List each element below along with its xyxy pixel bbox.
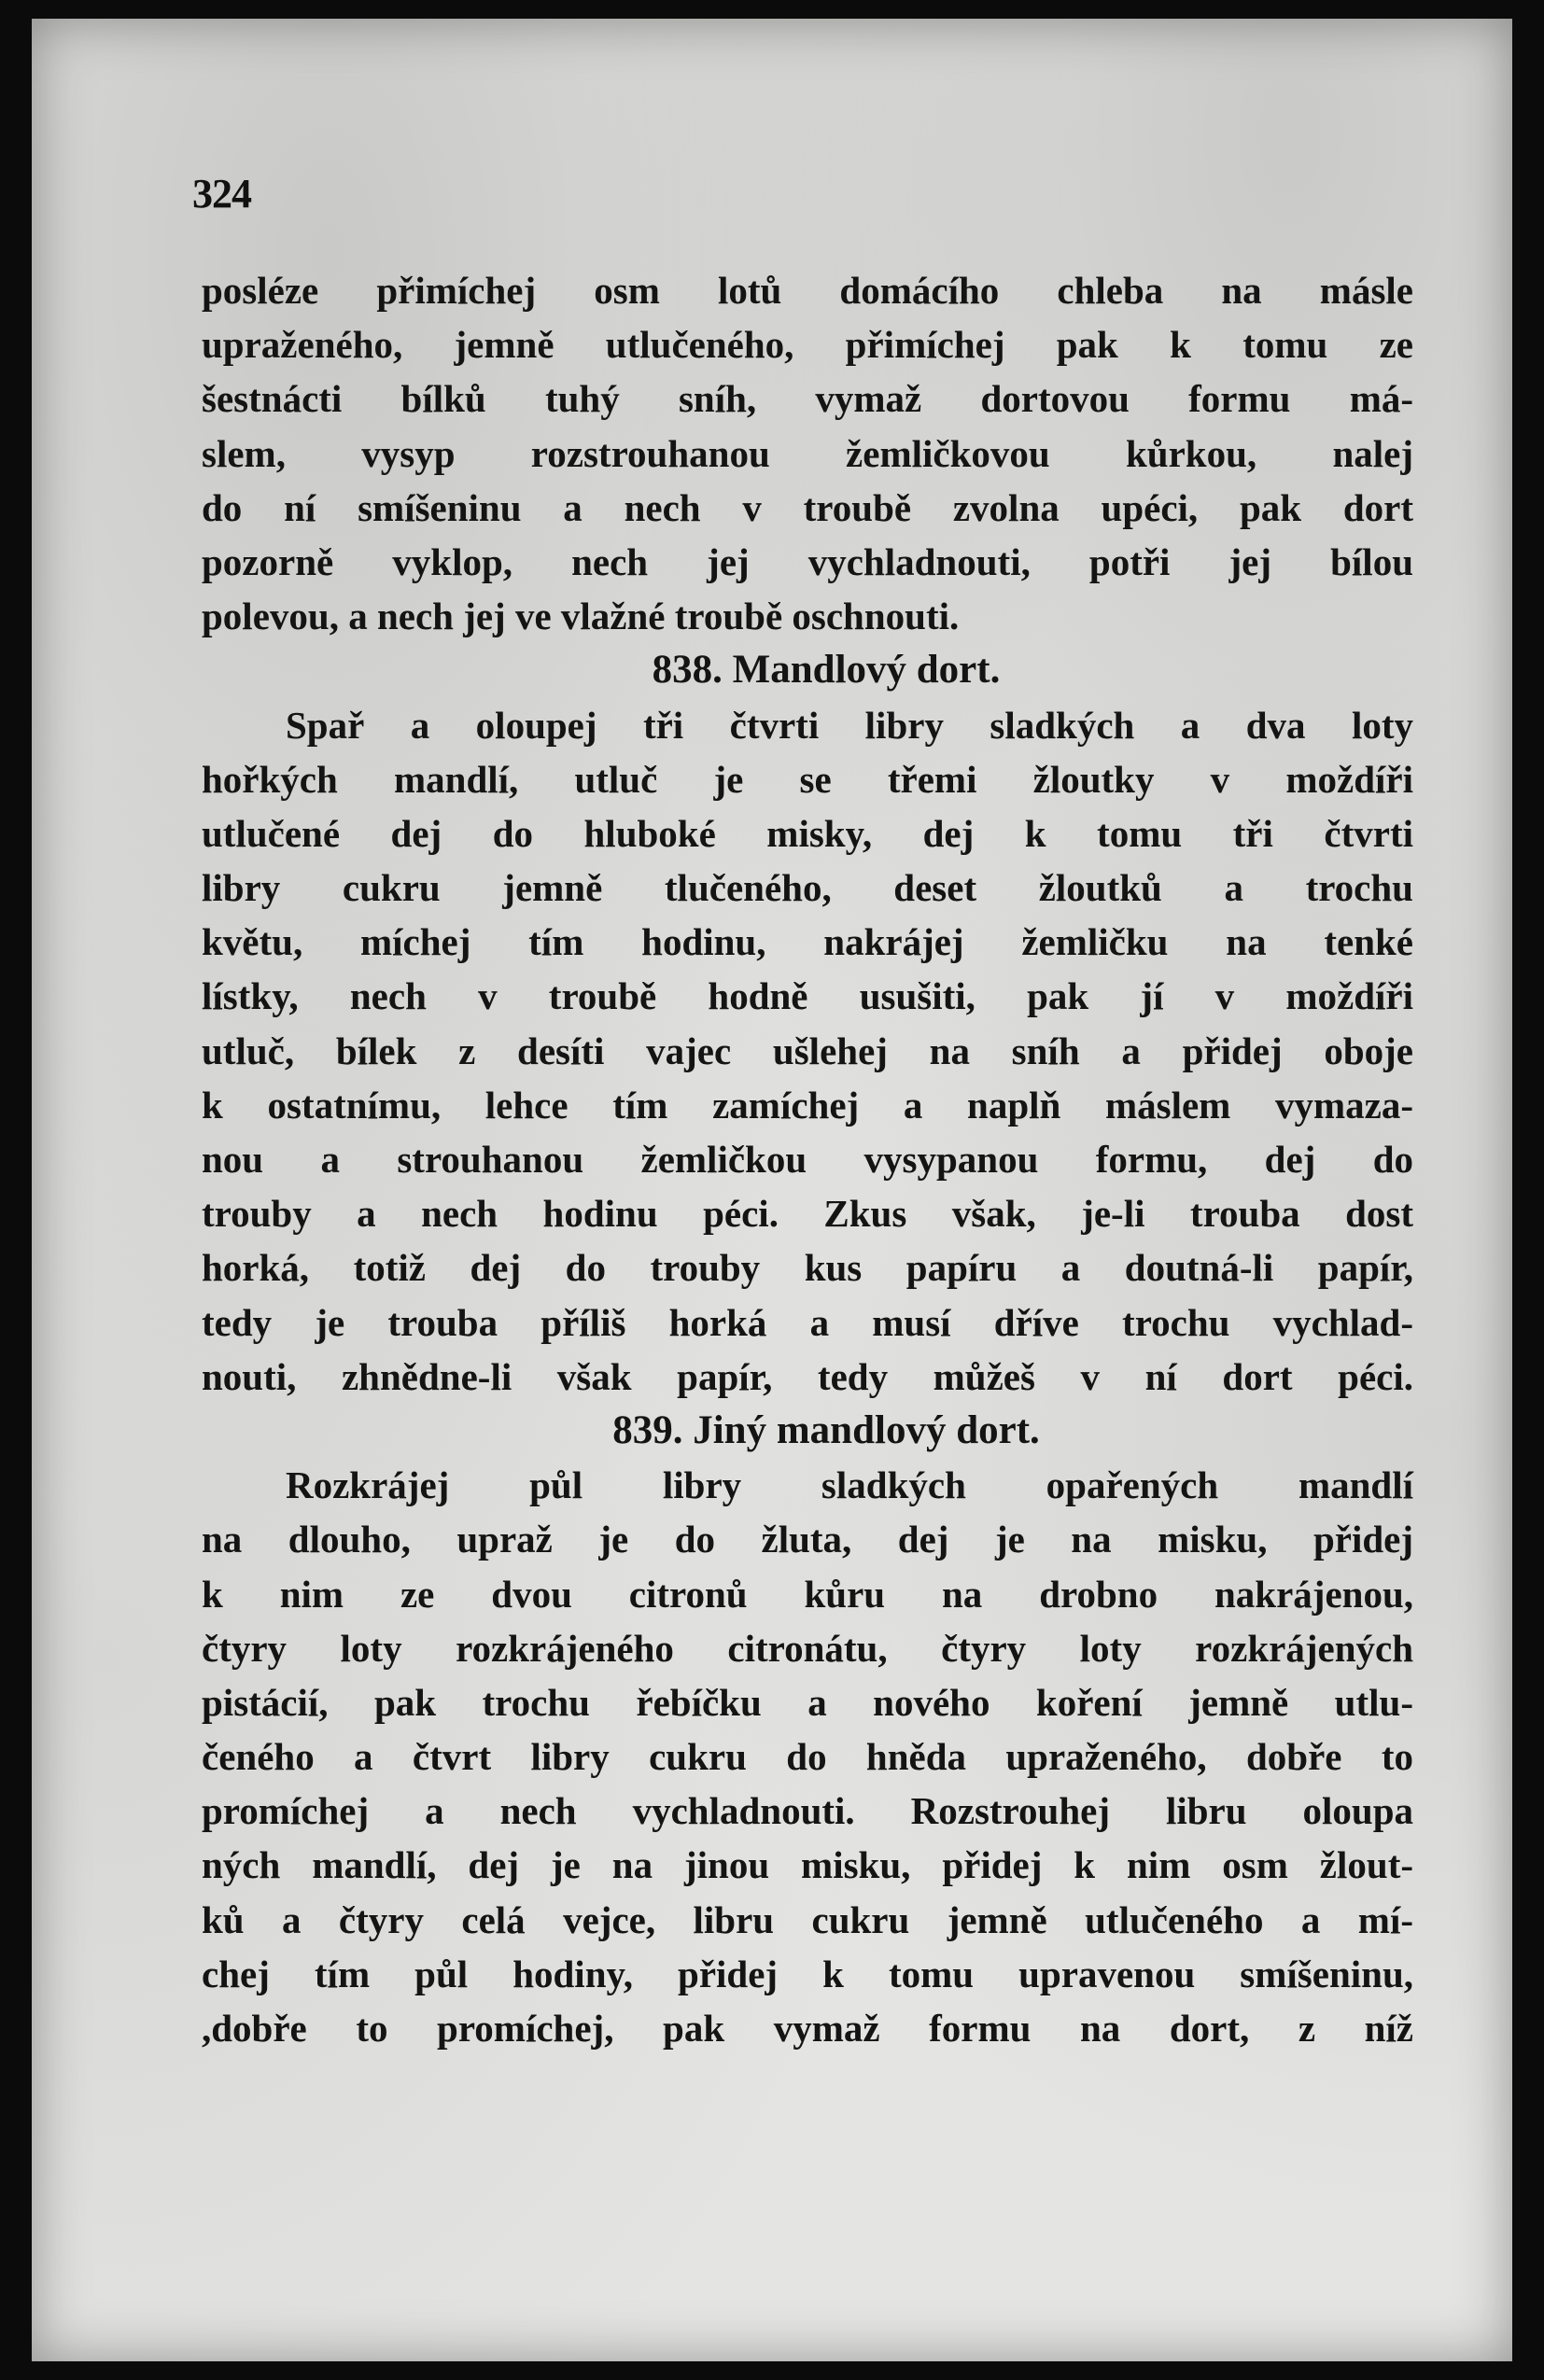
intro-paragraph <box>202 263 1413 643</box>
text-line: hořkých mandlí, utluč je se třemi žloutky v moždíři <box>202 757 1413 801</box>
text-line: nou a strouhanou žemličkou vysypanou formu, dej do <box>202 1138 1413 1181</box>
text-line: tedy je trouba příliš horká a musí dříve trochu vychlad- <box>202 1300 1413 1344</box>
text-line: nouti, zhnědne-li však papír, tedy můžeš v ní dort péci. <box>202 1354 1413 1398</box>
text-line: promíchej a nech vychladnouti. Rozstrouhej libru oloupa <box>202 1789 1413 1833</box>
text-line: chej tím půl hodiny, přidej k tomu upravenou smíšeninu, <box>202 1952 1413 1995</box>
text-line: posléze přimíchej osm lotů domácího chleba na másle <box>202 269 1413 312</box>
text-line: pozorně vyklop, nech jej vychladnouti, potři jej bílou <box>202 539 1413 583</box>
text-line: lístky, nech v troubě hodně usušiti, pak jí v moždíři <box>202 974 1413 1018</box>
book-page <box>32 19 1512 2361</box>
text-line: květu, míchej tím hodinu, nakrájej žemličku na tenké <box>202 920 1413 964</box>
recipe-838-paragraph <box>202 698 1413 1404</box>
text-line: do ní smíšeninu a nech v troubě zvolna upéci, pak dort <box>202 485 1413 529</box>
text-line: polevou, a nech jej ve vlažné troubě oschnouti. <box>202 595 960 638</box>
text-line: upraženého, jemně utlučeného, přimíchej pak k tomu ze <box>202 323 1413 367</box>
text-line: trouby a nech hodinu péci. Zkus však, je-li trouba dost <box>202 1192 1413 1236</box>
page-number: 324 <box>192 171 251 217</box>
text-line: čtyry loty rozkrájeného citronátu, čtyry loty rozkrájených <box>202 1626 1413 1670</box>
recipe-839-paragraph <box>202 1458 1413 2055</box>
text-line: slem, vysyp rozstrouhanou žemličkovou kůrkou, nalej <box>202 431 1413 475</box>
recipe-heading-838: 838. Mandlový dort. <box>652 648 1001 693</box>
text-line: utluč, bílek z desíti vajec ušlehej na sníh a přidej oboje <box>202 1029 1413 1072</box>
text-line: ných mandlí, dej je na jinou misku, přidej k nim osm žlout- <box>202 1843 1413 1887</box>
text-line: ,dobře to promíchej, pak vymaž formu na dort, z níž <box>202 2007 1413 2050</box>
text-line: na dlouho, upraž je do žluta, dej je na misku, přidej <box>202 1518 1413 1561</box>
text-line: utlučené dej do hluboké misky, dej k tomu tři čtvrti <box>202 811 1413 855</box>
text-line: horká, totiž dej do trouby kus papíru a doutná-li papír, <box>202 1246 1413 1290</box>
recipe-heading-839: 839. Jiný mandlový dort. <box>612 1407 1040 1452</box>
text-line: k nim ze dvou citronů kůru na drobno nakrájenou, <box>202 1572 1413 1616</box>
text-line: Spař a oloupej tři čtvrti libry sladkých a dva loty <box>286 703 1413 747</box>
text-line: libry cukru jemně tlučeného, deset žloutků a trochu <box>202 866 1413 910</box>
text-line: ků a čtyry celá vejce, libru cukru jemně utlučeného a mí- <box>202 1897 1413 1941</box>
text-block <box>202 263 1413 2055</box>
text-line: k ostatnímu, lehce tím zamíchej a naplň máslem vymaza- <box>202 1083 1413 1127</box>
text-line: šestnácti bílků tuhý sníh, vymaž dortovou formu má- <box>202 377 1413 421</box>
text-line: Rozkrájej půl libry sladkých opařených mandlí <box>286 1463 1413 1507</box>
text-line: čeného a čtvrt libry cukru do hněda upraženého, dobře to <box>202 1735 1413 1779</box>
text-line: pistácií, pak trochu řebíčku a nového koření jemně utlu- <box>202 1680 1413 1724</box>
